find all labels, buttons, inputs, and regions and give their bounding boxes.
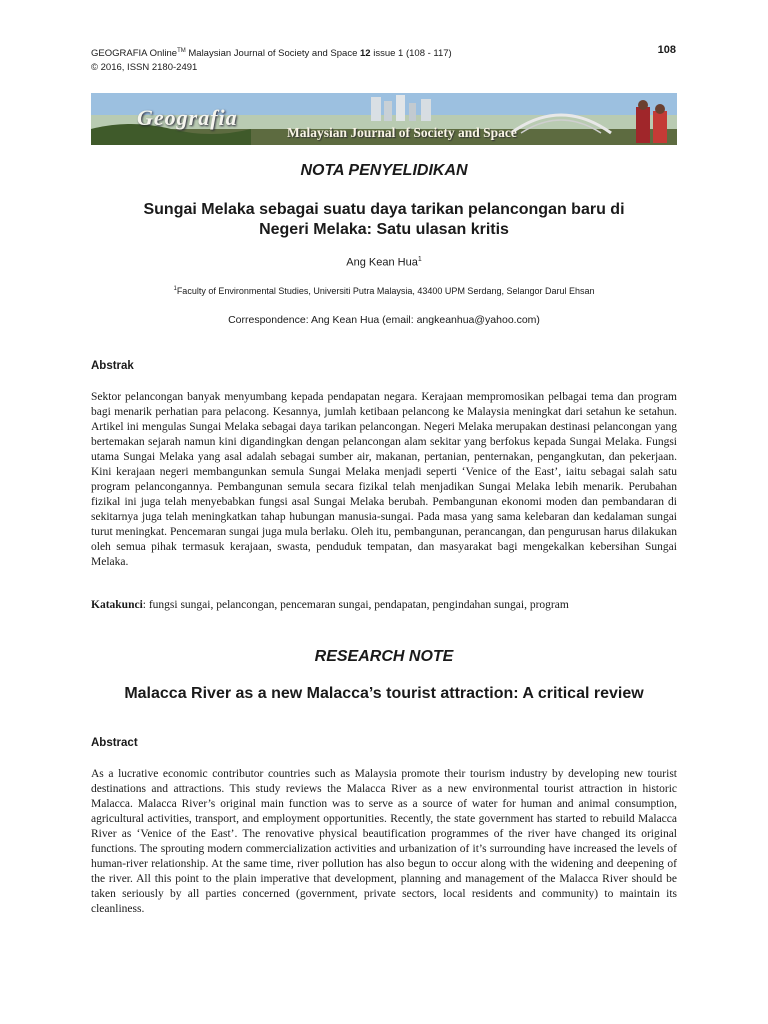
abstrak-heading: Abstrak [91,360,134,372]
abstract-heading: Abstract [91,737,138,749]
journal-line [91,44,452,61]
english-section-title: RESEARCH NOTE [314,648,454,665]
volume: 12 [360,48,371,60]
correspondence: Correspondence: Ang Kean Hua (email: angkeanhua@yahoo.com) [228,314,540,326]
keywords-line [91,599,677,611]
keywords-label: Katakunci [91,599,143,611]
malay-title-line-1: Sungai Melaka sebagai suatu daya tarikan pelancongan baru di [143,201,625,218]
keywords: : fungsi sungai, pelancongan, pencemaran sungai, pendapatan, pengindahan sungai, program [142,599,569,611]
malay-section-title: NOTA PENYELIDIKAN [300,162,468,179]
affiliation-superscript: 1 [173,286,177,292]
author-name: Ang Kean Hua [346,256,418,269]
trademark: TM [177,48,186,54]
author-superscript: 1 [417,256,422,263]
copyright: © 2016, ISSN 2180-2491 [91,62,198,74]
abstrak-body: Sektor pelancongan banyak menyumbang kepada pendapatan negara. Kerajaan mempromosikan pelbagai tema dan program bagi menarik perhatian para pelacong. Kesannya, jumlah ketibaan pelancong ke Malaysia meningkat dari setahun ke setahun. Artikel ini mengulas Sungai Melaka sebagai daya tarikan pelancongan. Negeri Melaka merupakan destinasi pelancongan yang bertemakan sejarah namun kini digandingkan dengan pelancongan alam sekitar yang berfokus kepada Sungai Melaka. Fungsi utama Sungai Melaka yang asal adalah sebagai sumber air, makanan, pertanian, penternakan, pengangkutan, dan pekerjaan. Kini kerajaan negeri membangunkan semula Sungai Melaka menjadi seperti ‘Venice of the East’, iaitu sebagai salah satu program pelancongannya. Pembangunan semula secara fizikal telah menjadikan Sungai Melaka lebih menarik. Perubahan fizikal ini juga telah menyebabkan fungsi asal Sungai Melaka berubah. Pembangunan ekonomi moden dan pembandaran di sekitarnya juga telah meningkatkan tahap hubungan manusia-sungai. Pada masa yang sama kelebaran dan kedalaman sungai turut meningkat. Pencemaran sungai juga mula berlaku. Oleh itu, pembangunan, perancangan, dan pengurusan harus dilakukan oleh semua pihak termasuk kerajaan, swasta, penduduk tempatan, dan masyarakat bagi mengekalkan kebersihan Sungai Melaka. [91,391,677,568]
journal-banner [91,93,677,145]
abstract-body: As a lucrative economic contributor countries such as Malaysia promote their tourism industry by developing new tourist destinations and attractions. This study reviews the Malacca River as a new environmental tourist attraction in historic Malacca. Malacca River’s original main function was to serve as a source of water for human and animal consumption, agricultural activities, transport, and employment opportunities. Recently, the state government has started to rebuild Malacca River as ‘Venice of the East’. The renovative physical beautification programmes of the river have changed its original functions. The sprouting modern commercialization activities and urbanization of it’s surrounding have increased the levels of human-river relationship. At the same time, river pollution has also begun to occur along with the widening and deepening of the river. All this point to the plain imperative that development, planning and management of the Malacca River should be taken seriously by all parties concerned (government, private sectors, local residents and community) to maintain its cleanliness. [91,768,677,915]
banner-title: Geografia [137,105,238,130]
page-number: 108 [657,44,676,56]
author-line [0,256,768,269]
journal-prefix: GEOGRAFIA Online [91,48,178,60]
malay-paper-title [0,200,768,240]
issue: issue 1 (108 - 117) [370,48,452,60]
affiliation-line [0,286,768,296]
banner-subtitle: Malaysian Journal of Society and Space [287,125,517,140]
journal-name: Malaysian Journal of Society and Space [185,48,360,60]
malay-title-line-2: Negeri Melaka: Satu ulasan kritis [259,221,509,238]
running-header [91,44,452,75]
affiliation: Faculty of Environmental Studies, Universiti Putra Malaysia, 43400 UPM Serdang, Selangor Darul Ehsan [176,286,595,296]
english-paper-title: Malacca River as a new Malacca’s tourist attraction: A critical review [124,685,644,702]
